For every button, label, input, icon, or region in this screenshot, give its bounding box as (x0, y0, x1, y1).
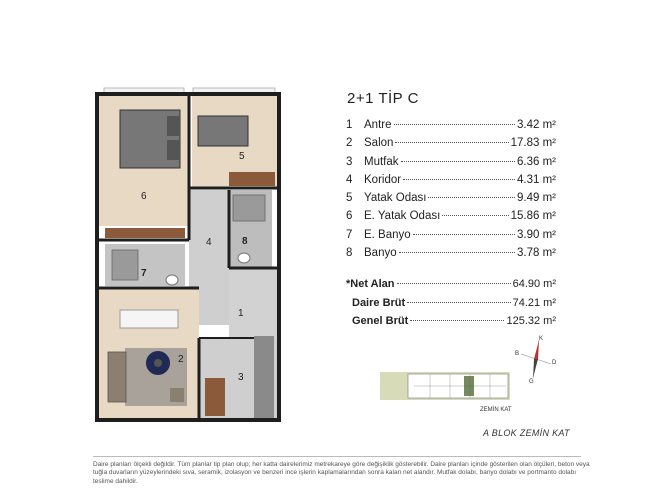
room-number-5: 5 (239, 151, 245, 162)
footer-divider (93, 456, 581, 457)
room-name: Banyo (364, 247, 397, 260)
room-area: 15.86 m² (510, 210, 556, 223)
toilet (166, 275, 178, 285)
room-name: Mutfak (364, 155, 399, 168)
footnote: Daire planları ölçekli değildir. Tüm planlar tip plan olup; her katta dairelerimiz metrekareye göre değişiklik gösterebilir. Daire planları içinde gösterilen olan ölçüleri, beton veya tuğla duvarların yüzeylerindeki sıva, seramik, izolasyon ve benzeri ince işlerin kaplamalarından sonra kalan net alandır. Mutfak dolabı, banyo dolabı ve portmanto dolabı teslime dahildir. (93, 461, 590, 485)
room-row (346, 247, 556, 265)
compass-needle-south (533, 359, 538, 378)
keyplan-highlight (464, 376, 474, 396)
toilet (238, 253, 250, 263)
leader-dots (403, 179, 515, 180)
room-num: 4 (346, 173, 353, 186)
room-list (346, 119, 556, 265)
room-num: 7 (346, 228, 353, 241)
total-area: 125.32 m² (506, 315, 556, 327)
leader-dots (399, 252, 515, 253)
coffee-table-center (154, 359, 162, 367)
room-num: 2 (346, 137, 353, 150)
leader-dots (442, 215, 508, 216)
armchair (170, 388, 184, 402)
room-area: 6.36 m² (517, 155, 556, 168)
room-area: 9.49 m² (517, 192, 556, 205)
bed (198, 116, 248, 146)
leader-dots (407, 302, 510, 303)
room-name: Koridor (364, 173, 402, 186)
area-totals (346, 278, 556, 334)
room-num: 1 (346, 119, 353, 131)
compass-icon (513, 334, 559, 384)
leader-dots (395, 142, 508, 143)
compass-label-k: K (539, 336, 544, 342)
total-name: *Net Alan (346, 278, 395, 290)
master-bed-pillow (167, 140, 179, 160)
total-area: 74.21 m² (512, 296, 556, 309)
room-number-8: 8 (242, 236, 248, 247)
room-name: Antre (364, 119, 392, 131)
room-area: 3.78 m² (517, 247, 556, 260)
leader-dots (428, 197, 515, 198)
master-bed-pillow (167, 116, 179, 136)
room-num: 6 (346, 210, 353, 223)
room-number-3: 3 (238, 372, 244, 383)
compass-label-b: B (515, 351, 520, 357)
dining-table (120, 310, 178, 328)
bath-fixture (233, 195, 265, 221)
room-row (346, 137, 556, 155)
room-num: 5 (346, 192, 353, 205)
leader-dots (394, 124, 516, 125)
kitchen-cabinet (205, 378, 225, 416)
key-plan (380, 368, 516, 404)
room-row (346, 210, 556, 228)
room-number-4: 4 (206, 237, 212, 248)
room-name: Salon (364, 137, 394, 150)
room-name: Yatak Odası (364, 192, 427, 205)
room-number-6: 6 (141, 191, 147, 202)
room-row (346, 229, 556, 247)
total-name: Daire Brüt (352, 296, 406, 309)
sofa (108, 352, 126, 402)
kitchen-counter (254, 336, 274, 418)
room-1-floor (229, 268, 277, 338)
compass-label-g: G (529, 379, 534, 384)
room-row (346, 156, 556, 174)
floor-plan (0, 0, 300, 440)
leader-dots (401, 161, 515, 162)
compass-needle-north (534, 340, 539, 359)
total-name: Genel Brüt (352, 315, 409, 327)
total-row (346, 278, 556, 297)
room-row (346, 119, 556, 137)
wardrobe (105, 228, 185, 238)
room-number-1: 1 (238, 308, 244, 319)
block-label: A BLOK ZEMİN KAT (483, 428, 570, 438)
total-row (346, 297, 556, 316)
plan-title: 2+1 TİP C (347, 90, 419, 107)
room-name: E. Yatak Odası (364, 210, 441, 223)
bath-fixture (112, 250, 138, 280)
total-area: 64.90 m² (512, 278, 556, 290)
wardrobe (229, 172, 275, 186)
leader-dots (397, 283, 511, 284)
room-number-7: 7 (141, 268, 147, 279)
room-area: 4.31 m² (517, 173, 556, 186)
room-row (346, 192, 556, 210)
room-name: E. Banyo (364, 228, 411, 241)
leader-dots (413, 234, 515, 235)
room-num: 3 (346, 155, 353, 168)
room-area: 3.90 m² (517, 228, 556, 241)
compass-label-d: D (552, 360, 557, 366)
room-area: 3.42 m² (517, 119, 556, 131)
room-num: 8 (346, 247, 353, 260)
leader-dots (410, 320, 504, 321)
total-row (346, 315, 556, 334)
room-number-2: 2 (178, 354, 184, 365)
room-row (346, 174, 556, 192)
keyplan-label: ZEMİN KAT (480, 407, 512, 413)
room-area: 17.83 m² (510, 137, 556, 150)
